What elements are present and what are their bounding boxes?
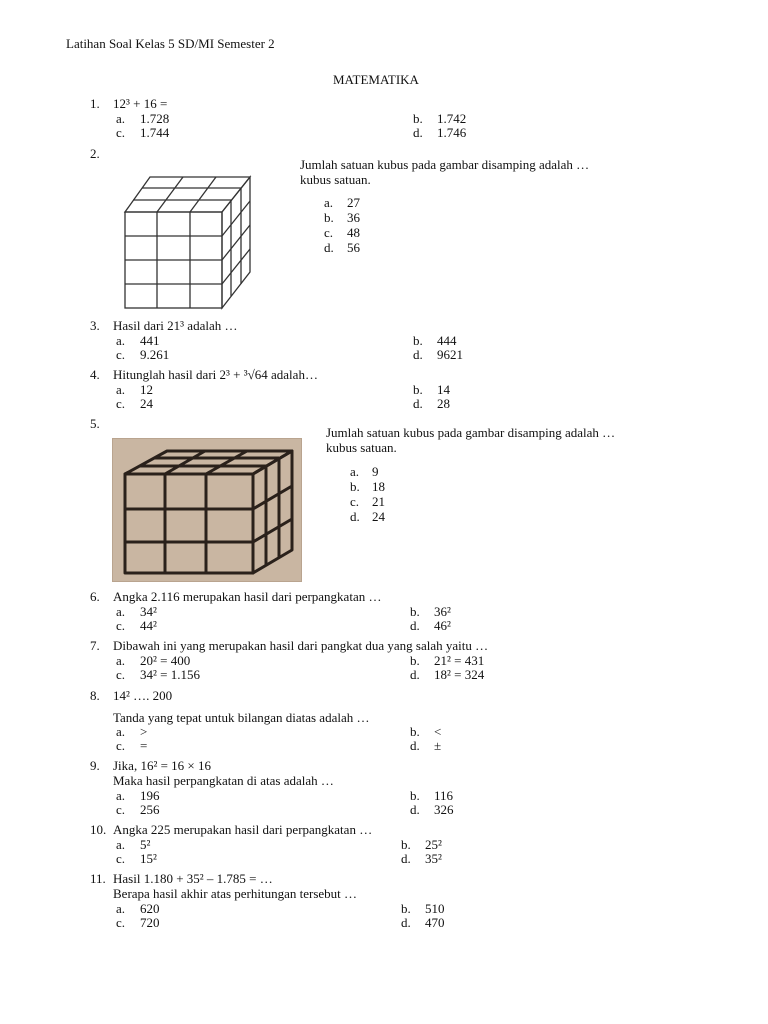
option-a-value: 20² = 400 bbox=[140, 653, 191, 668]
option-b-value: 510 bbox=[425, 901, 445, 916]
option-d-letter: d. bbox=[401, 851, 411, 866]
option-a-letter: a. bbox=[116, 382, 126, 397]
question-text-line-1: Jumlah satuan kubus pada gambar disamping adalah … bbox=[300, 157, 590, 172]
option-c-value: 9.261 bbox=[140, 347, 170, 362]
option-b-letter: b. bbox=[413, 382, 423, 397]
option-c-value: 34² = 1.156 bbox=[140, 667, 200, 682]
option-b-value: 18 bbox=[372, 479, 385, 494]
option-b-value: 14 bbox=[437, 382, 450, 397]
option-c-letter: c. bbox=[324, 225, 334, 240]
option-b-letter: b. bbox=[410, 788, 420, 803]
question-number: 8. bbox=[90, 688, 100, 703]
option-a-letter: a. bbox=[116, 111, 126, 126]
option-d-letter: d. bbox=[324, 240, 334, 255]
option-d-letter: d. bbox=[413, 396, 423, 411]
question-number: 6. bbox=[90, 589, 100, 604]
option-c-letter: c. bbox=[116, 618, 126, 633]
option-d-value: 326 bbox=[434, 802, 454, 817]
option-a-value: 441 bbox=[140, 333, 160, 348]
option-a-letter: a. bbox=[116, 788, 126, 803]
question-text-line-2: Maka hasil perpangkatan di atas adalah … bbox=[113, 773, 334, 788]
option-b-letter: b. bbox=[410, 724, 420, 739]
option-b-value: 25² bbox=[425, 837, 442, 852]
option-d-letter: d. bbox=[410, 667, 420, 682]
question-text: Jika, 16² = 16 × 16 bbox=[113, 758, 212, 773]
question-text: Angka 2.116 merupakan hasil dari perpangkatan … bbox=[113, 589, 382, 604]
option-a-letter: a. bbox=[116, 604, 126, 619]
option-d-value: 18² = 324 bbox=[434, 667, 485, 682]
question-text: Hitunglah hasil dari 2³ + ³√64 adalah… bbox=[113, 367, 318, 382]
question-number: 1. bbox=[90, 96, 100, 111]
option-d-value: 28 bbox=[437, 396, 450, 411]
option-d-value: 46² bbox=[434, 618, 451, 633]
option-c-value: 48 bbox=[347, 225, 360, 240]
question-text: Dibawah ini yang merupakan hasil dari pangkat dua yang salah yaitu … bbox=[113, 638, 489, 653]
option-c-letter: c. bbox=[116, 347, 126, 362]
option-a-letter: a. bbox=[116, 653, 126, 668]
option-c-value: 720 bbox=[140, 915, 160, 930]
question-number: 10. bbox=[90, 822, 107, 837]
option-a-letter: a. bbox=[350, 464, 360, 479]
option-b-value: 21² = 431 bbox=[434, 653, 485, 668]
option-c-letter: c. bbox=[116, 851, 126, 866]
option-a-letter: a. bbox=[116, 724, 126, 739]
option-d-letter: d. bbox=[413, 347, 423, 362]
option-c-letter: c. bbox=[116, 802, 126, 817]
option-c-value: 24 bbox=[140, 396, 153, 411]
option-b-letter: b. bbox=[413, 111, 423, 126]
question-text: Hasil 1.180 + 35² – 1.785 = … bbox=[113, 871, 273, 886]
option-d-letter: d. bbox=[350, 509, 360, 524]
question-text: 14² …. 200 bbox=[113, 688, 173, 703]
option-a-letter: a. bbox=[324, 195, 334, 210]
page-title: MATEMATIKA bbox=[333, 72, 419, 87]
option-a-value: 1.728 bbox=[140, 111, 170, 126]
cube-stack-drawing bbox=[112, 170, 258, 314]
option-d-value: 1.746 bbox=[437, 125, 467, 140]
option-d-value: 470 bbox=[425, 915, 445, 930]
question-number: 5. bbox=[90, 416, 100, 431]
option-b-letter: b. bbox=[401, 837, 411, 852]
option-a-value: 12 bbox=[140, 382, 153, 397]
option-a-value: 9 bbox=[372, 464, 379, 479]
option-c-letter: c. bbox=[116, 915, 126, 930]
option-b-value: 444 bbox=[437, 333, 457, 348]
option-b-letter: b. bbox=[350, 479, 360, 494]
option-d-value: 56 bbox=[347, 240, 360, 255]
option-b-letter: b. bbox=[410, 604, 420, 619]
question-text: 12³ + 16 = bbox=[113, 96, 168, 111]
option-d-value: 35² bbox=[425, 851, 442, 866]
cube-photo bbox=[112, 438, 302, 582]
option-c-value: = bbox=[140, 738, 148, 753]
question-text-line-2: Berapa hasil akhir atas perhitungan tersebut … bbox=[113, 886, 358, 901]
option-d-letter: d. bbox=[410, 802, 420, 817]
option-b-value: 36² bbox=[434, 604, 451, 619]
question-text-line-2: kubus satuan. bbox=[326, 440, 397, 455]
option-a-value: > bbox=[140, 724, 148, 739]
question-text: Hasil dari 21³ adalah … bbox=[113, 318, 238, 333]
question-text-line-2: Tanda yang tepat untuk bilangan diatas adalah … bbox=[113, 710, 370, 725]
question-number: 4. bbox=[90, 367, 100, 382]
option-a-value: 34² bbox=[140, 604, 157, 619]
option-d-letter: d. bbox=[410, 738, 420, 753]
option-c-value: 21 bbox=[372, 494, 385, 509]
question-number: 11. bbox=[90, 871, 106, 886]
option-a-value: 620 bbox=[140, 901, 160, 916]
option-c-letter: c. bbox=[116, 396, 126, 411]
option-c-value: 15² bbox=[140, 851, 157, 866]
option-b-value: 116 bbox=[434, 788, 454, 803]
option-a-value: 196 bbox=[140, 788, 160, 803]
option-d-value: 24 bbox=[372, 509, 385, 524]
option-c-letter: c. bbox=[350, 494, 360, 509]
option-c-letter: c. bbox=[116, 738, 126, 753]
option-d-letter: d. bbox=[413, 125, 423, 140]
option-b-letter: b. bbox=[413, 333, 423, 348]
question-text: Angka 225 merupakan hasil dari perpangkatan … bbox=[113, 822, 373, 837]
option-b-letter: b. bbox=[324, 210, 334, 225]
option-b-letter: b. bbox=[410, 653, 420, 668]
option-d-value: 9621 bbox=[437, 347, 463, 362]
page-header: Latihan Soal Kelas 5 SD/MI Semester 2 bbox=[66, 36, 275, 51]
question-number: 2. bbox=[90, 146, 100, 161]
option-a-value: 5² bbox=[140, 837, 151, 852]
option-a-letter: a. bbox=[116, 901, 126, 916]
option-a-value: 27 bbox=[347, 195, 360, 210]
option-d-value: ± bbox=[434, 738, 442, 753]
option-b-letter: b. bbox=[401, 901, 411, 916]
option-c-value: 256 bbox=[140, 802, 160, 817]
option-b-value: 36 bbox=[347, 210, 360, 225]
option-c-letter: c. bbox=[116, 125, 126, 140]
question-text-line-2: kubus satuan. bbox=[300, 172, 371, 187]
question-number: 3. bbox=[90, 318, 100, 333]
option-d-letter: d. bbox=[401, 915, 411, 930]
option-d-letter: d. bbox=[410, 618, 420, 633]
question-number: 9. bbox=[90, 758, 100, 773]
option-c-value: 44² bbox=[140, 618, 157, 633]
option-c-letter: c. bbox=[116, 667, 126, 682]
option-a-letter: a. bbox=[116, 333, 126, 348]
option-a-letter: a. bbox=[116, 837, 126, 852]
option-b-value: < bbox=[434, 724, 442, 739]
option-c-value: 1.744 bbox=[140, 125, 170, 140]
question-number: 7. bbox=[90, 638, 100, 653]
question-text-line-1: Jumlah satuan kubus pada gambar disamping adalah … bbox=[326, 425, 616, 440]
option-b-value: 1.742 bbox=[437, 111, 467, 126]
